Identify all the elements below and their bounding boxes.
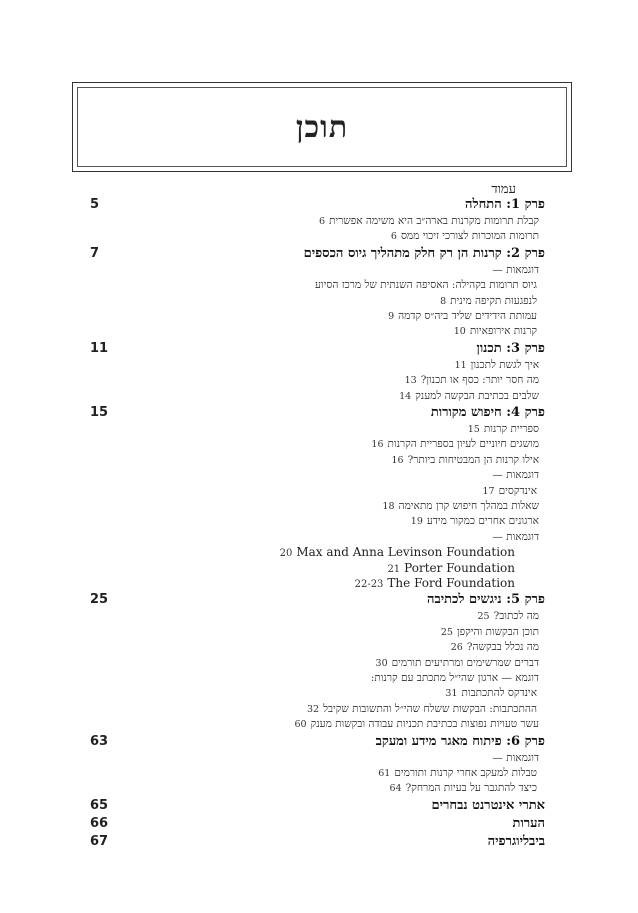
toc-entry-page: 64 (389, 783, 402, 795)
toc-entry-row (90, 498, 545, 514)
toc-entry-text (304, 246, 545, 262)
toc-entry-title: ספריית קרנות (483, 423, 539, 435)
page-title: תוכן (295, 109, 349, 145)
toc-entry-title: עמותת הידידים שליד ביה״ס קדמה (398, 310, 537, 322)
toc-entry-title: פרק 3: תכנון (476, 340, 545, 356)
toc-entry-row (90, 277, 545, 293)
toc-entry-page: 14 (399, 390, 412, 402)
toc-entry-text (431, 798, 545, 814)
toc-entry-page: 32 (306, 703, 320, 715)
toc-entry-page: 15 (467, 424, 480, 435)
toc-entry-text (488, 834, 545, 850)
toc-entry-text (291, 716, 539, 733)
toc-entry-page: 6 (390, 231, 397, 243)
toc-entry-title: פרק 4: חיפוש מקורות (430, 405, 545, 420)
toc-entry-title: גיוס תרומות בקהילה: האסיפה השנתית של מרכז הסיוע (314, 279, 537, 292)
toc-entry-page: 31 (445, 688, 458, 700)
toc-entry-row (90, 293, 545, 309)
toc-entry-row (90, 560, 545, 576)
toc-entry-page: 25 (440, 626, 453, 638)
toc-entry-text (376, 734, 545, 750)
toc-entry-page: 61 (378, 768, 391, 779)
toc-entry-row (90, 452, 545, 468)
toc-entry-row (90, 575, 545, 591)
toc-entry-title: ההתכתבות: הבקשות ששלח שהי״ל והתשובות שקיבל (323, 702, 537, 715)
toc-entry-title: שלבים בכתיבת הבקשה למענק (415, 389, 539, 402)
toc-entry-text (315, 277, 537, 293)
toc-chapter-page: 15 (90, 405, 109, 420)
toc-entry-row (90, 780, 545, 796)
toc-chapter-row (90, 341, 545, 357)
toc-entry-row (90, 529, 545, 545)
toc-entry-text (513, 816, 545, 832)
toc-entry-title: Porter Foundation (404, 560, 515, 575)
toc-chapter-row (90, 405, 545, 421)
toc-entry-text (371, 670, 539, 686)
toc-chapter-page: 67 (90, 833, 109, 849)
toc-entry-text (492, 262, 539, 278)
toc-entry-title: תוכן הבקשות והיקפן (456, 625, 539, 638)
toc-entry-title: שאלות במהלך חיפוש קרן מתאימה (398, 500, 539, 512)
toc-entry-text (427, 592, 545, 608)
toc-entry-row (90, 262, 545, 278)
toc-chapter-page: 63 (90, 733, 109, 749)
toc-entry-row (90, 513, 545, 529)
toc-entry-row (90, 436, 545, 452)
toc-entry-title: כיצד להתגבר על בעיות המרחק? (405, 782, 537, 795)
toc-entry-page: 30 (375, 657, 388, 669)
toc-entry-row (90, 228, 545, 244)
toc-chapter-row (90, 734, 545, 750)
toc-entry-title: מה חסר יותר: כסף או תכנון? (420, 374, 539, 387)
toc-entry-title: הערות (512, 815, 545, 831)
toc-entry-title: דוגמאות — (492, 530, 539, 543)
toc-entry-title: דוגמאות — (492, 469, 539, 482)
toc-entry-title: פרק 2: קרנות הן רק חלק מתהליך גיוס הכספים (303, 245, 545, 261)
toc-entry-page: 8 (440, 295, 447, 307)
toc-entry-row (90, 685, 545, 701)
toc-entry-title: דוגמאות — (492, 751, 539, 764)
toc-chapter-row (90, 592, 545, 608)
toc-entry-text (450, 323, 537, 340)
toc-entry-page: 17 (482, 485, 495, 497)
toc-entry-row (90, 670, 545, 686)
toc-entry-title: לנפגעות תקיפה מינית (450, 294, 537, 307)
toc-entry-page: 26 (450, 642, 463, 654)
toc-entry-row (90, 213, 545, 229)
toc-entry-page: 21 (387, 563, 401, 575)
toc-chapter-row (90, 246, 545, 262)
toc-entry-row (90, 372, 545, 388)
toc-chapter-page: 65 (90, 797, 109, 813)
toc-entry-row (90, 323, 545, 339)
toc-entry-row (90, 639, 545, 655)
toc-entry-title: קרנות אירופאיות (469, 325, 537, 338)
toc-entry-title: ארגונים אחרים כמקור מידע (426, 515, 539, 528)
toc-entry-text (385, 780, 537, 797)
toc-entry-text (477, 341, 545, 357)
toc-entry-page: 25 (477, 611, 490, 623)
toc-entry-title: איך לגשת לתכנון (470, 358, 539, 371)
toc-entry-text (492, 467, 539, 483)
toc-entry-page: 22-23 (354, 579, 384, 590)
toc-entry-title: אינדקס להתכתבות (461, 687, 537, 700)
toc-chapter-row (90, 816, 545, 832)
toc-entry-page: 10 (453, 326, 466, 338)
toc-entry-title: אינדקסים (498, 484, 537, 497)
toc-entry-text (492, 529, 539, 545)
toc-chapter-page: 7 (90, 245, 100, 261)
toc-entry-text (395, 388, 539, 405)
toc-entry-title: ביבליוגרפיה (487, 833, 545, 849)
toc-entry-title: טבלות למעקב אחרי קרנות ותורמים (394, 767, 537, 779)
toc-entry-title: דוגמאות — (492, 263, 539, 276)
toc-entry-page: 60 (294, 719, 307, 731)
toc-entry-page: 18 (382, 501, 395, 512)
toc-entry-title: עשר טעויות נפוצות בכתיבת תכניות עבודה ובקשות מענק (310, 718, 539, 731)
toc-entry-title: מה לכתוב? (493, 610, 539, 623)
toc-chapter-page: 66 (90, 815, 109, 831)
toc-entry-page: 19 (410, 516, 423, 528)
toc-entry-row (90, 388, 545, 404)
toc-chapter-row (90, 798, 545, 814)
toc-entry-row (90, 544, 545, 560)
toc-entry-title: The Ford Foundation (387, 576, 515, 590)
toc-entry-title: דוגמא — ארגון שהי״ל מתכתב עם קרנות: (370, 672, 539, 684)
toc-entry-title: אתרי אינטרנט נבחרים (431, 797, 545, 813)
toc-entry-row (90, 483, 545, 499)
toc-entry-row (90, 421, 545, 437)
toc-entry-title: קבלת תרומות מקרנות בארה״ב היא משימה אפשרית (328, 215, 539, 227)
toc-entry-text (387, 228, 539, 245)
toc-entry-title: דברים שמרשימים ומרתיעים תורמים (391, 656, 539, 669)
toc-chapter-page: 11 (90, 340, 109, 356)
toc-entry-page: 16 (371, 439, 384, 451)
toc-entry-page: 11 (454, 359, 467, 371)
toc-entry-title: מה נכלל בבקשה? (466, 641, 539, 654)
toc-entry-title: מושגים חיוניים לעיון בספריית הקרנות (387, 438, 539, 451)
toc-entry-text (351, 575, 515, 593)
toc-entry-text (492, 750, 539, 766)
toc-entry-row (90, 765, 545, 781)
toc-chapter-row (90, 834, 545, 850)
toc-entry-title: פרק 1: התחלה (465, 197, 545, 212)
toc-chapter-page: 25 (90, 592, 109, 608)
toc-chapter-page: 5 (90, 197, 100, 212)
page-column-label: עמוד (491, 182, 516, 197)
toc-entry-text (431, 405, 545, 421)
toc-entry-row (90, 467, 545, 483)
toc-entry-row (90, 608, 545, 624)
toc-chapter-row (90, 197, 545, 213)
toc-entry-page: 6 (318, 216, 325, 227)
toc-entry-row (90, 357, 545, 373)
toc-entry-row (90, 624, 545, 640)
toc-entry-row (90, 655, 545, 671)
toc-entry-row (90, 716, 545, 732)
toc-entry-page: 9 (388, 311, 395, 322)
toc-entry-text (465, 197, 545, 213)
toc-entry-title: Max and Anna Levinson Foundation (296, 545, 515, 560)
toc-entry-title: פרק 5: ניגשים לכתיבה (426, 592, 545, 608)
toc-entry-title: פרק 6: פיתוח מאגר מידע ומעקב (375, 733, 545, 749)
toc-entry-title: תרומות המוכרות לצורכי זיכוי ממס (400, 230, 539, 243)
toc-entry-row (90, 701, 545, 717)
toc-entry-page: 16 (391, 454, 404, 466)
toc-entry-page: 13 (404, 375, 417, 387)
toc-entry-page: 20 (279, 548, 293, 560)
toc-entry-title: אילו קרנות הן המבטיחות ביותר? (407, 453, 539, 466)
toc-entry-row (90, 308, 545, 324)
toc-entry-row (90, 750, 545, 766)
